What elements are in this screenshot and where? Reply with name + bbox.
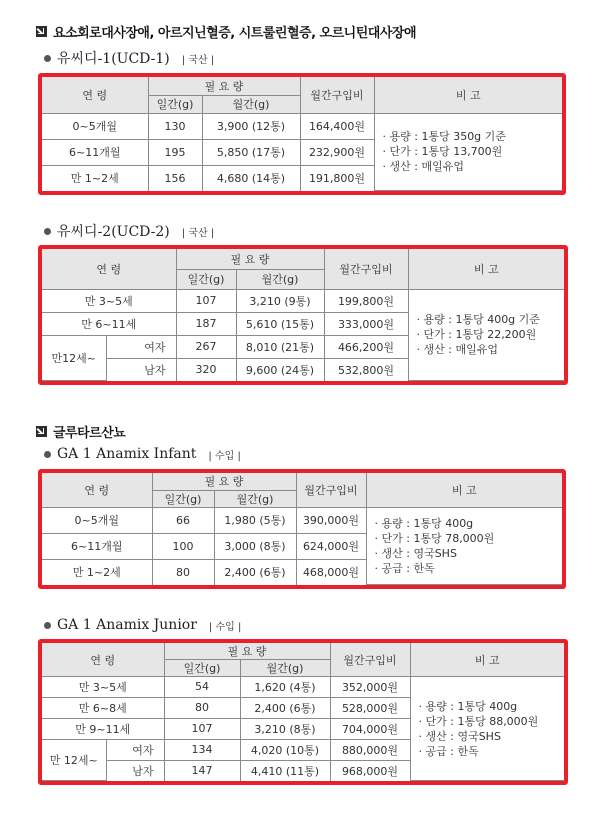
note-line: · 단가 : 1통당 13,700원 (382, 145, 503, 159)
cell-cost: 968,000원 (330, 760, 410, 780)
header-required: 필 요 량 (164, 643, 330, 660)
cell-cost: 352,000원 (330, 677, 410, 698)
square-arrow-icon (36, 26, 47, 37)
cell-daily: 54 (164, 677, 240, 698)
cell-sex: 남자 (106, 760, 164, 780)
cell-monthly: 5,850 (17통) (202, 139, 300, 165)
cell-daily: 267 (176, 335, 236, 358)
cell-sex: 남자 (106, 358, 176, 380)
table-row (42, 507, 562, 533)
cell-daily: 156 (148, 165, 202, 190)
cell-monthly: 2,400 (6통) (240, 697, 330, 718)
cell-age: 6~11개월 (42, 139, 148, 165)
cell-daily: 80 (152, 559, 214, 584)
header-age: 연 령 (42, 77, 148, 113)
header-cost: 월간구입비 (300, 77, 374, 113)
cell-monthly: 4,410 (11통) (240, 760, 330, 780)
cell-monthly: 9,600 (24통) (236, 358, 324, 380)
cell-daily: 66 (152, 507, 214, 533)
origin-label: | 국산 | (181, 227, 215, 239)
cell-sex: 여자 (106, 335, 176, 358)
cell-note (410, 677, 564, 781)
header-daily: 일간(g) (152, 490, 214, 507)
cell-monthly: 2,400 (6통) (214, 559, 296, 584)
note-line: · 용량 : 1통당 350g 기준 (382, 130, 506, 144)
table-ucd2 (38, 245, 568, 385)
cell-cost: 468,000원 (296, 559, 366, 584)
cell-cost: 704,000원 (330, 718, 410, 739)
cell-age: 0~5개월 (42, 507, 152, 533)
cell-daily: 80 (164, 697, 240, 718)
cell-daily: 107 (164, 718, 240, 739)
header-daily: 일간(g) (176, 269, 236, 289)
cell-age: 만 1~2세 (42, 559, 152, 584)
header-age: 연 령 (42, 643, 164, 677)
cell-age: 만 1~2세 (42, 165, 148, 190)
note-line: · 단가 : 1통당 88,000원 (418, 714, 539, 728)
origin-label: | 국산 | (181, 54, 215, 66)
cell-monthly: 1,620 (4통) (240, 677, 330, 698)
cell-daily: 320 (176, 358, 236, 380)
note-line: · 생산 : 영국SHS (374, 546, 457, 560)
header-monthly: 월간(g) (214, 490, 296, 507)
cell-cost: 390,000원 (296, 507, 366, 533)
cell-daily: 130 (148, 113, 202, 139)
header-age: 연 령 (42, 473, 152, 507)
bullet-icon (44, 451, 51, 458)
table-row (42, 289, 564, 312)
cell-daily: 134 (164, 739, 240, 760)
cell-age: 만 3~5세 (42, 677, 164, 698)
product-name: GA 1 Anamix Junior (57, 617, 197, 633)
product-title-ga1-junior (44, 617, 241, 633)
cell-cost: 532,800원 (324, 358, 408, 380)
cell-cost: 191,800원 (300, 165, 374, 190)
header-monthly: 월간(g) (240, 660, 330, 677)
cell-age: 만 6~11세 (42, 312, 176, 335)
note-line: · 용량 : 1통당 400g 기준 (416, 313, 540, 327)
cell-monthly: 4,680 (14통) (202, 165, 300, 190)
cell-note (374, 113, 562, 191)
header-note: 비 고 (410, 643, 564, 677)
product-title-ucd2 (44, 221, 214, 241)
cell-monthly: 4,020 (10통) (240, 739, 330, 760)
header-note: 비 고 (374, 77, 562, 113)
header-daily: 일간(g) (164, 660, 240, 677)
header-cost: 월간구입비 (296, 473, 366, 507)
header-age: 연 령 (42, 249, 176, 289)
cell-cost: 880,000원 (330, 739, 410, 760)
cell-age: 만 6~8세 (42, 697, 164, 718)
product-name: 유씨디-2(UCD-2) (57, 224, 170, 240)
section-title-urea-cycle (36, 22, 416, 41)
note-line: · 용량 : 1통당 400g (374, 516, 474, 530)
origin-label: | 수입 | (208, 621, 242, 633)
section-title-text: 글루타르산뇨 (53, 426, 126, 441)
cell-monthly: 3,000 (8통) (214, 533, 296, 559)
header-daily: 일간(g) (148, 95, 202, 113)
product-title-ga1-infant (44, 446, 241, 462)
note-line: · 공급 : 한독 (374, 561, 435, 575)
bullet-icon (44, 228, 51, 235)
cell-cost: 624,000원 (296, 533, 366, 559)
note-line: · 생산 : 영국SHS (418, 729, 501, 743)
note-line: · 생산 : 매일유업 (382, 160, 464, 174)
cell-monthly: 5,610 (15통) (236, 312, 324, 335)
header-monthly: 월간(g) (236, 269, 324, 289)
cell-daily: 100 (152, 533, 214, 559)
cell-age: 만 3~5세 (42, 289, 176, 312)
cell-monthly: 3,210 (9통) (236, 289, 324, 312)
product-title-ucd1 (44, 48, 214, 68)
cell-age: 0~5개월 (42, 113, 148, 139)
header-required: 필 요 량 (176, 249, 324, 269)
cell-cost: 232,900원 (300, 139, 374, 165)
cell-daily: 187 (176, 312, 236, 335)
table-row (42, 677, 564, 698)
cell-monthly: 1,980 (5통) (214, 507, 296, 533)
cell-age: 만12세~ (42, 335, 106, 380)
bullet-icon (44, 622, 51, 629)
header-monthly: 월간(g) (202, 95, 300, 113)
cell-monthly: 8,010 (21통) (236, 335, 324, 358)
cell-cost: 528,000원 (330, 697, 410, 718)
header-cost: 월간구입비 (324, 249, 408, 289)
product-name: 유씨디-1(UCD-1) (57, 51, 170, 67)
bullet-icon (44, 55, 51, 62)
note-line: · 생산 : 매일유업 (416, 343, 498, 357)
header-cost: 월간구입비 (330, 643, 410, 677)
cell-age: 만 12세~ (42, 739, 106, 780)
note-line: · 단가 : 1통당 78,000원 (374, 531, 495, 545)
table-row (42, 113, 562, 139)
note-line: · 단가 : 1통당 22,200원 (416, 328, 537, 342)
header-required: 필 요 량 (148, 77, 300, 95)
table-ga1-junior (38, 639, 568, 785)
cell-age: 6~11개월 (42, 533, 152, 559)
header-note: 비 고 (366, 473, 562, 507)
product-name: GA 1 Anamix Infant (57, 446, 197, 462)
cell-daily: 195 (148, 139, 202, 165)
header-note: 비 고 (408, 249, 564, 289)
section-title-glutaric (36, 422, 125, 441)
cell-daily: 107 (176, 289, 236, 312)
cell-cost: 164,400원 (300, 113, 374, 139)
note-line: · 공급 : 한독 (418, 744, 479, 758)
cell-cost: 333,000원 (324, 312, 408, 335)
square-arrow-icon (36, 426, 47, 437)
cell-monthly: 3,900 (12통) (202, 113, 300, 139)
table-ucd1 (38, 73, 566, 195)
cell-daily: 147 (164, 760, 240, 780)
cell-note (408, 289, 564, 381)
cell-sex: 여자 (106, 739, 164, 760)
origin-label: | 수입 | (208, 450, 241, 462)
cell-note (366, 507, 562, 585)
note-line: · 용량 : 1통당 400g (418, 699, 518, 713)
cell-cost: 199,800원 (324, 289, 408, 312)
header-required: 필 요 량 (152, 473, 296, 490)
cell-cost: 466,200원 (324, 335, 408, 358)
cell-age: 만 9~11세 (42, 718, 164, 739)
section-title-text: 요소회로대사장애, 아르지닌혈증, 시트룰린혈증, 오르니틴대사장애 (53, 26, 417, 41)
cell-monthly: 3,210 (8통) (240, 718, 330, 739)
table-ga1-infant (38, 469, 566, 589)
